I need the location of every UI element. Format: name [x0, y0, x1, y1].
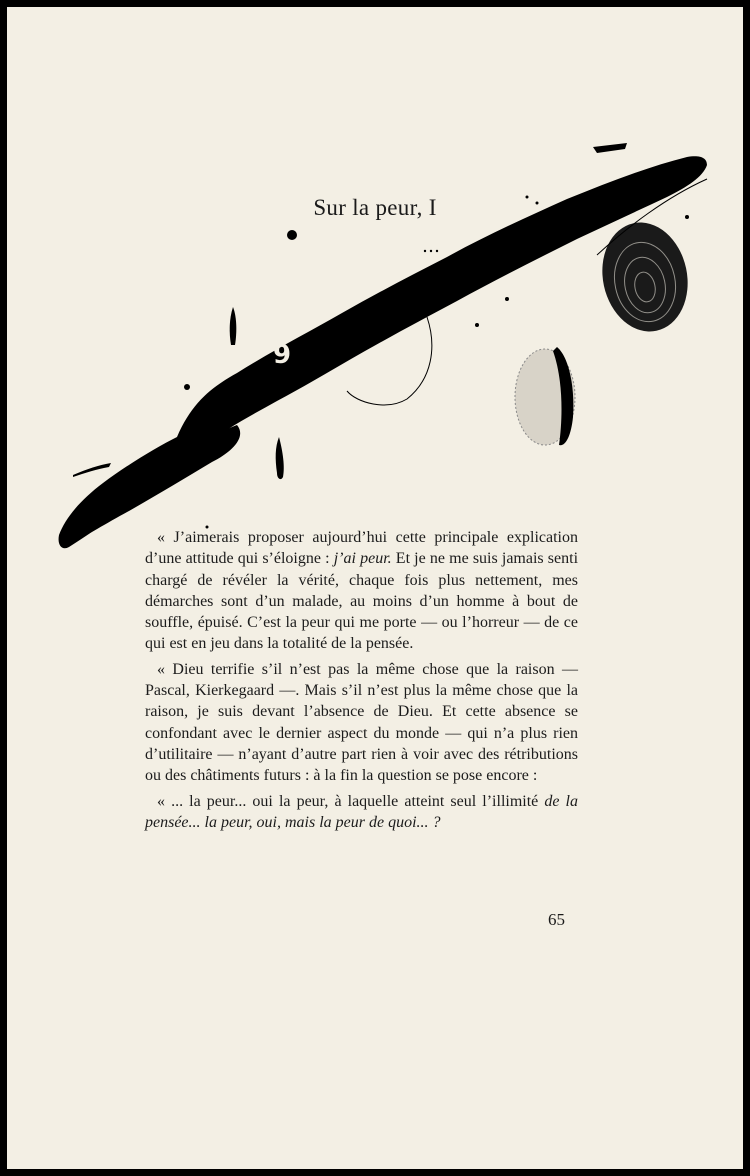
ink-brush-illustration: [7, 7, 743, 567]
ink-speckles: [110, 196, 690, 529]
chapter-title-numeral: I: [428, 195, 437, 220]
ink-mark: [230, 307, 237, 345]
ink-numeral: 9: [273, 340, 292, 370]
ink-fleck: [593, 143, 627, 153]
paragraph: [145, 791, 578, 834]
italic-text: de la pensée... la peur, oui, mais la peur de quoi... ?: [145, 792, 579, 831]
paragraph-text: « Dieu terrifie s’il n’est pas la même chose que la raison — Pascal, Kierkegaard —. Mais s’il n’est plus la même chose que la raison, je suis devant l’absence de Dieu. Et cette absence se confondant avec le dernier aspect du monde — qui n’a plus rien d’utilitaire — n’ayant d’autre part rien à voir avec des rétributions ou des châtiments futurs : à la fin la question se pose encore :: [145, 660, 578, 785]
chapter-title-text: Sur la peur,: [313, 195, 423, 220]
thumbprint: [592, 214, 697, 339]
page-number: 65: [548, 910, 565, 929]
paragraph: [145, 527, 578, 655]
body-text: [145, 527, 578, 833]
paragraph-text: Et je ne me suis jamais senti chargé de révéler la vérité, chaque fois plus nettement, mes démarches sont d’un malade, au moins d’un homme à bout de souffle, épuisé. C’est la peur qui me porte — ou l’horreur — de ce qui est en jeu dans la totalité de la pensée.: [145, 550, 579, 653]
paragraph-text: « J’aimerais proposer aujourd’hui cette principale explication d’une attitude qui s’éloigne :: [145, 529, 578, 568]
paragraph: [145, 659, 578, 787]
brush-mass: [67, 425, 240, 543]
chapter-title: [7, 195, 743, 221]
book-page: [7, 7, 743, 1169]
ink-numeral: 8: [555, 258, 576, 293]
italic-text: j’ai peur.: [333, 550, 392, 568]
paragraph-text: « ... la peur... oui la peur, à laquelle atteint seul l’illimité: [157, 792, 545, 810]
ink-drip: [276, 437, 284, 479]
brush-tail: [73, 463, 111, 477]
